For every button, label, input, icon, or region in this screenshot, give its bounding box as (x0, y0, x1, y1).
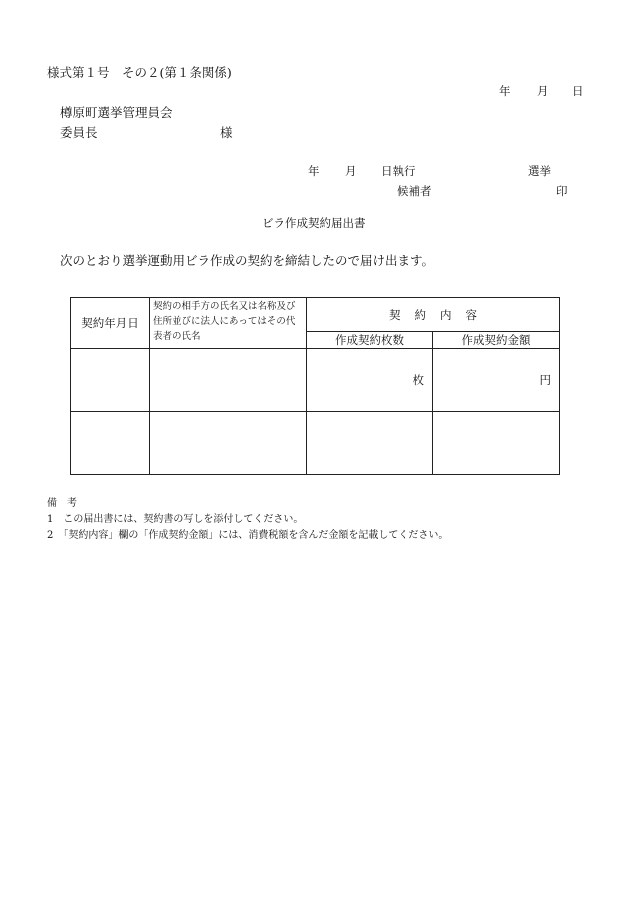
election-name-label: 選挙 (528, 164, 551, 178)
cell-date[interactable] (71, 349, 150, 412)
candidate-label: 候補者 (397, 184, 432, 198)
cell-count[interactable] (307, 412, 433, 475)
document-title: ビラ作成契約届出書 (262, 216, 366, 230)
unit-count-label: 枚 (412, 373, 424, 387)
seal-mark: 印 (556, 184, 568, 198)
notes-heading: 備 考 (47, 498, 77, 509)
header-contract-date: 契約年月日 (71, 298, 150, 349)
header-contract-party: 契約の相手方の氏名又は名称及び住所並びに法人にあってはその代表者の氏名 (150, 298, 307, 349)
form-number: 様式第１号 その２(第１条関係) (47, 65, 232, 80)
header-contract-amount: 作成契約金額 (433, 332, 560, 349)
date-month-label: 月 (537, 84, 549, 98)
cell-amount[interactable] (433, 412, 560, 475)
note-item-2: 2 「契約内容」欄の「作成契約金額」には、消費税額を含んだ金額を記載してください。 (47, 530, 449, 541)
header-contract-count: 作成契約枚数 (307, 332, 433, 349)
recipient-organization: 樽原町選挙管理員会 (60, 105, 173, 120)
table-row (71, 349, 560, 412)
recipient-honorific: 様 (220, 125, 233, 140)
date-year-label: 年 (499, 84, 511, 98)
cell-count[interactable] (307, 349, 433, 412)
election-month-label: 月 (345, 164, 357, 178)
cell-date[interactable] (71, 412, 150, 475)
table-row (71, 412, 560, 475)
election-year-label: 年 (308, 164, 320, 178)
cell-party[interactable] (150, 349, 307, 412)
cell-party[interactable] (150, 412, 307, 475)
unit-amount-label: 円 (539, 373, 551, 387)
header-contract-contents: 契約内容 (307, 298, 560, 332)
recipient-title: 委員長 (60, 125, 98, 140)
election-execution-day-label: 日執行 (381, 164, 416, 178)
note-item-1: 1 この届出書には、契約書の写しを添付してください。 (47, 514, 304, 525)
cell-amount[interactable] (433, 349, 560, 412)
contract-table (70, 297, 560, 475)
date-day-label: 日 (572, 84, 584, 98)
intro-text: 次のとおり選挙運動用ビラ作成の契約を締結したので届け出ます。 (60, 253, 435, 268)
